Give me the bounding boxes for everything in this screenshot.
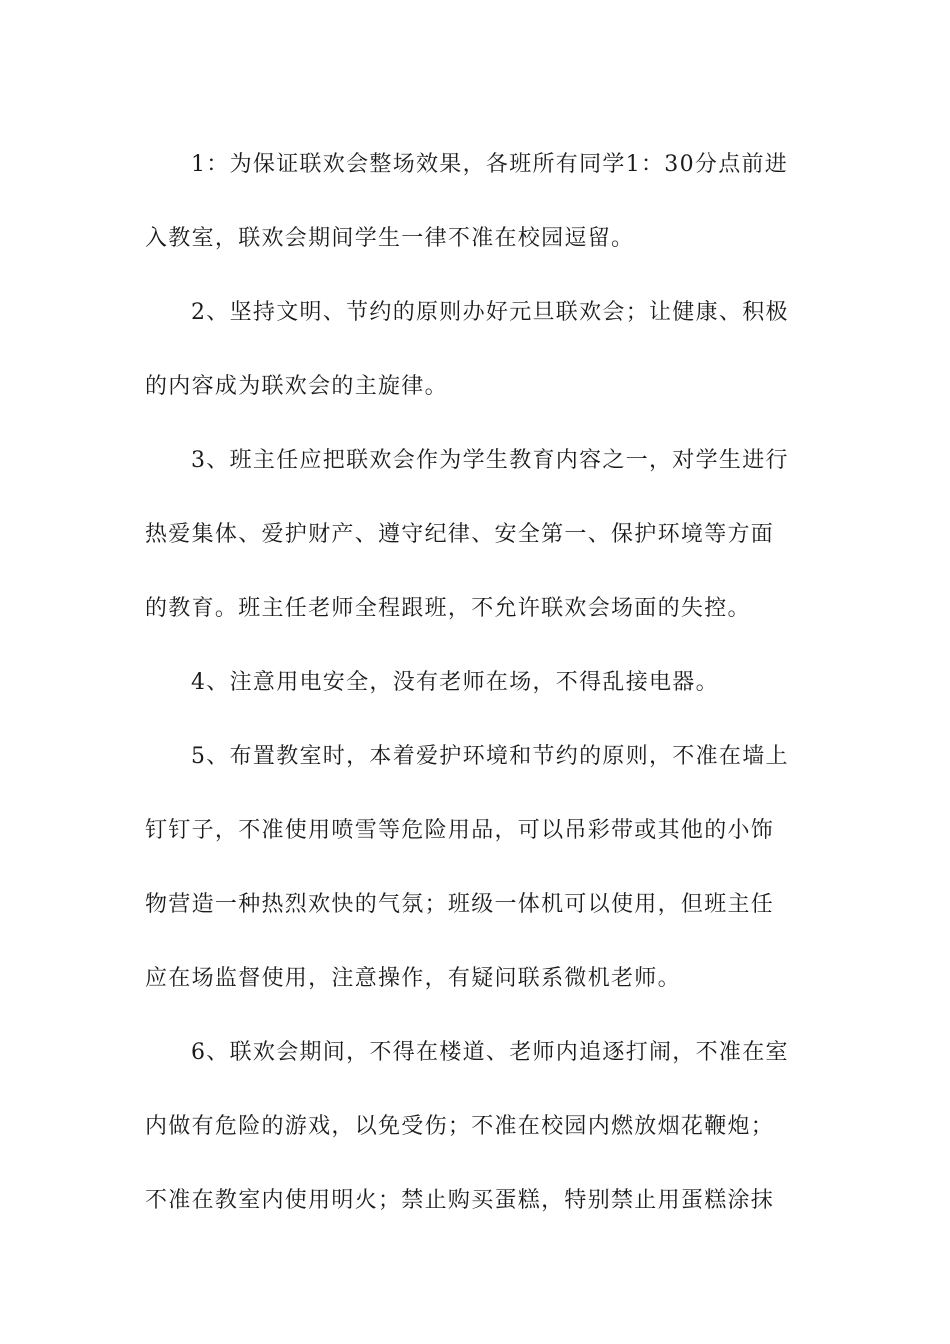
paragraph-6-line-3: 不准在教室内使用明火；禁止购买蛋糕，特别禁止用蛋糕涂抹: [145, 1188, 775, 1213]
paragraph-1-line-1: 1：为保证联欢会整场效果，各班所有同学1：30分点前进: [191, 152, 789, 177]
paragraph-5-line-1: 5、布置教室时，本着爱护环境和节约的原则，不准在墙上: [191, 744, 789, 769]
paragraph-1-line-2: 入教室，联欢会期间学生一律不准在校园逗留。: [145, 226, 635, 251]
paragraph-3-line-2: 热爱集体、爱护财产、遵守纪律、安全第一、保护环境等方面: [145, 522, 775, 547]
paragraph-5-line-2: 钉钉子，不准使用喷雪等危险用品，可以吊彩带或其他的小饰: [145, 818, 775, 843]
paragraph-2-line-1: 2、坚持文明、节约的原则办好元旦联欢会；让健康、积极: [191, 300, 789, 325]
document-body: [145, 128, 810, 1238]
paragraph-5-line-4: 应在场监督使用，注意操作，有疑问联系微机老师。: [145, 966, 681, 991]
paragraph-2-line-2: 的内容成为联欢会的主旋律。: [145, 374, 448, 399]
paragraph-3-line-1: 3、班主任应把联欢会作为学生教育内容之一，对学生进行: [191, 448, 789, 473]
paragraph-3-line-3: 的教育。班主任老师全程跟班，不允许联欢会场面的失控。: [145, 596, 751, 621]
paragraph-5-line-3: 物营造一种热烈欢快的气氛；班级一体机可以使用，但班主任: [145, 892, 775, 917]
paragraph-6-line-1: 6、联欢会期间，不得在楼道、老师内追逐打闹，不准在室: [191, 1040, 789, 1065]
paragraph-6-line-2: 内做有危险的游戏，以免受伤；不准在校园内燃放烟花鞭炮；: [145, 1114, 775, 1139]
paragraph-4-line-1: 4、注意用电安全，没有老师在场，不得乱接电器。: [191, 670, 719, 695]
